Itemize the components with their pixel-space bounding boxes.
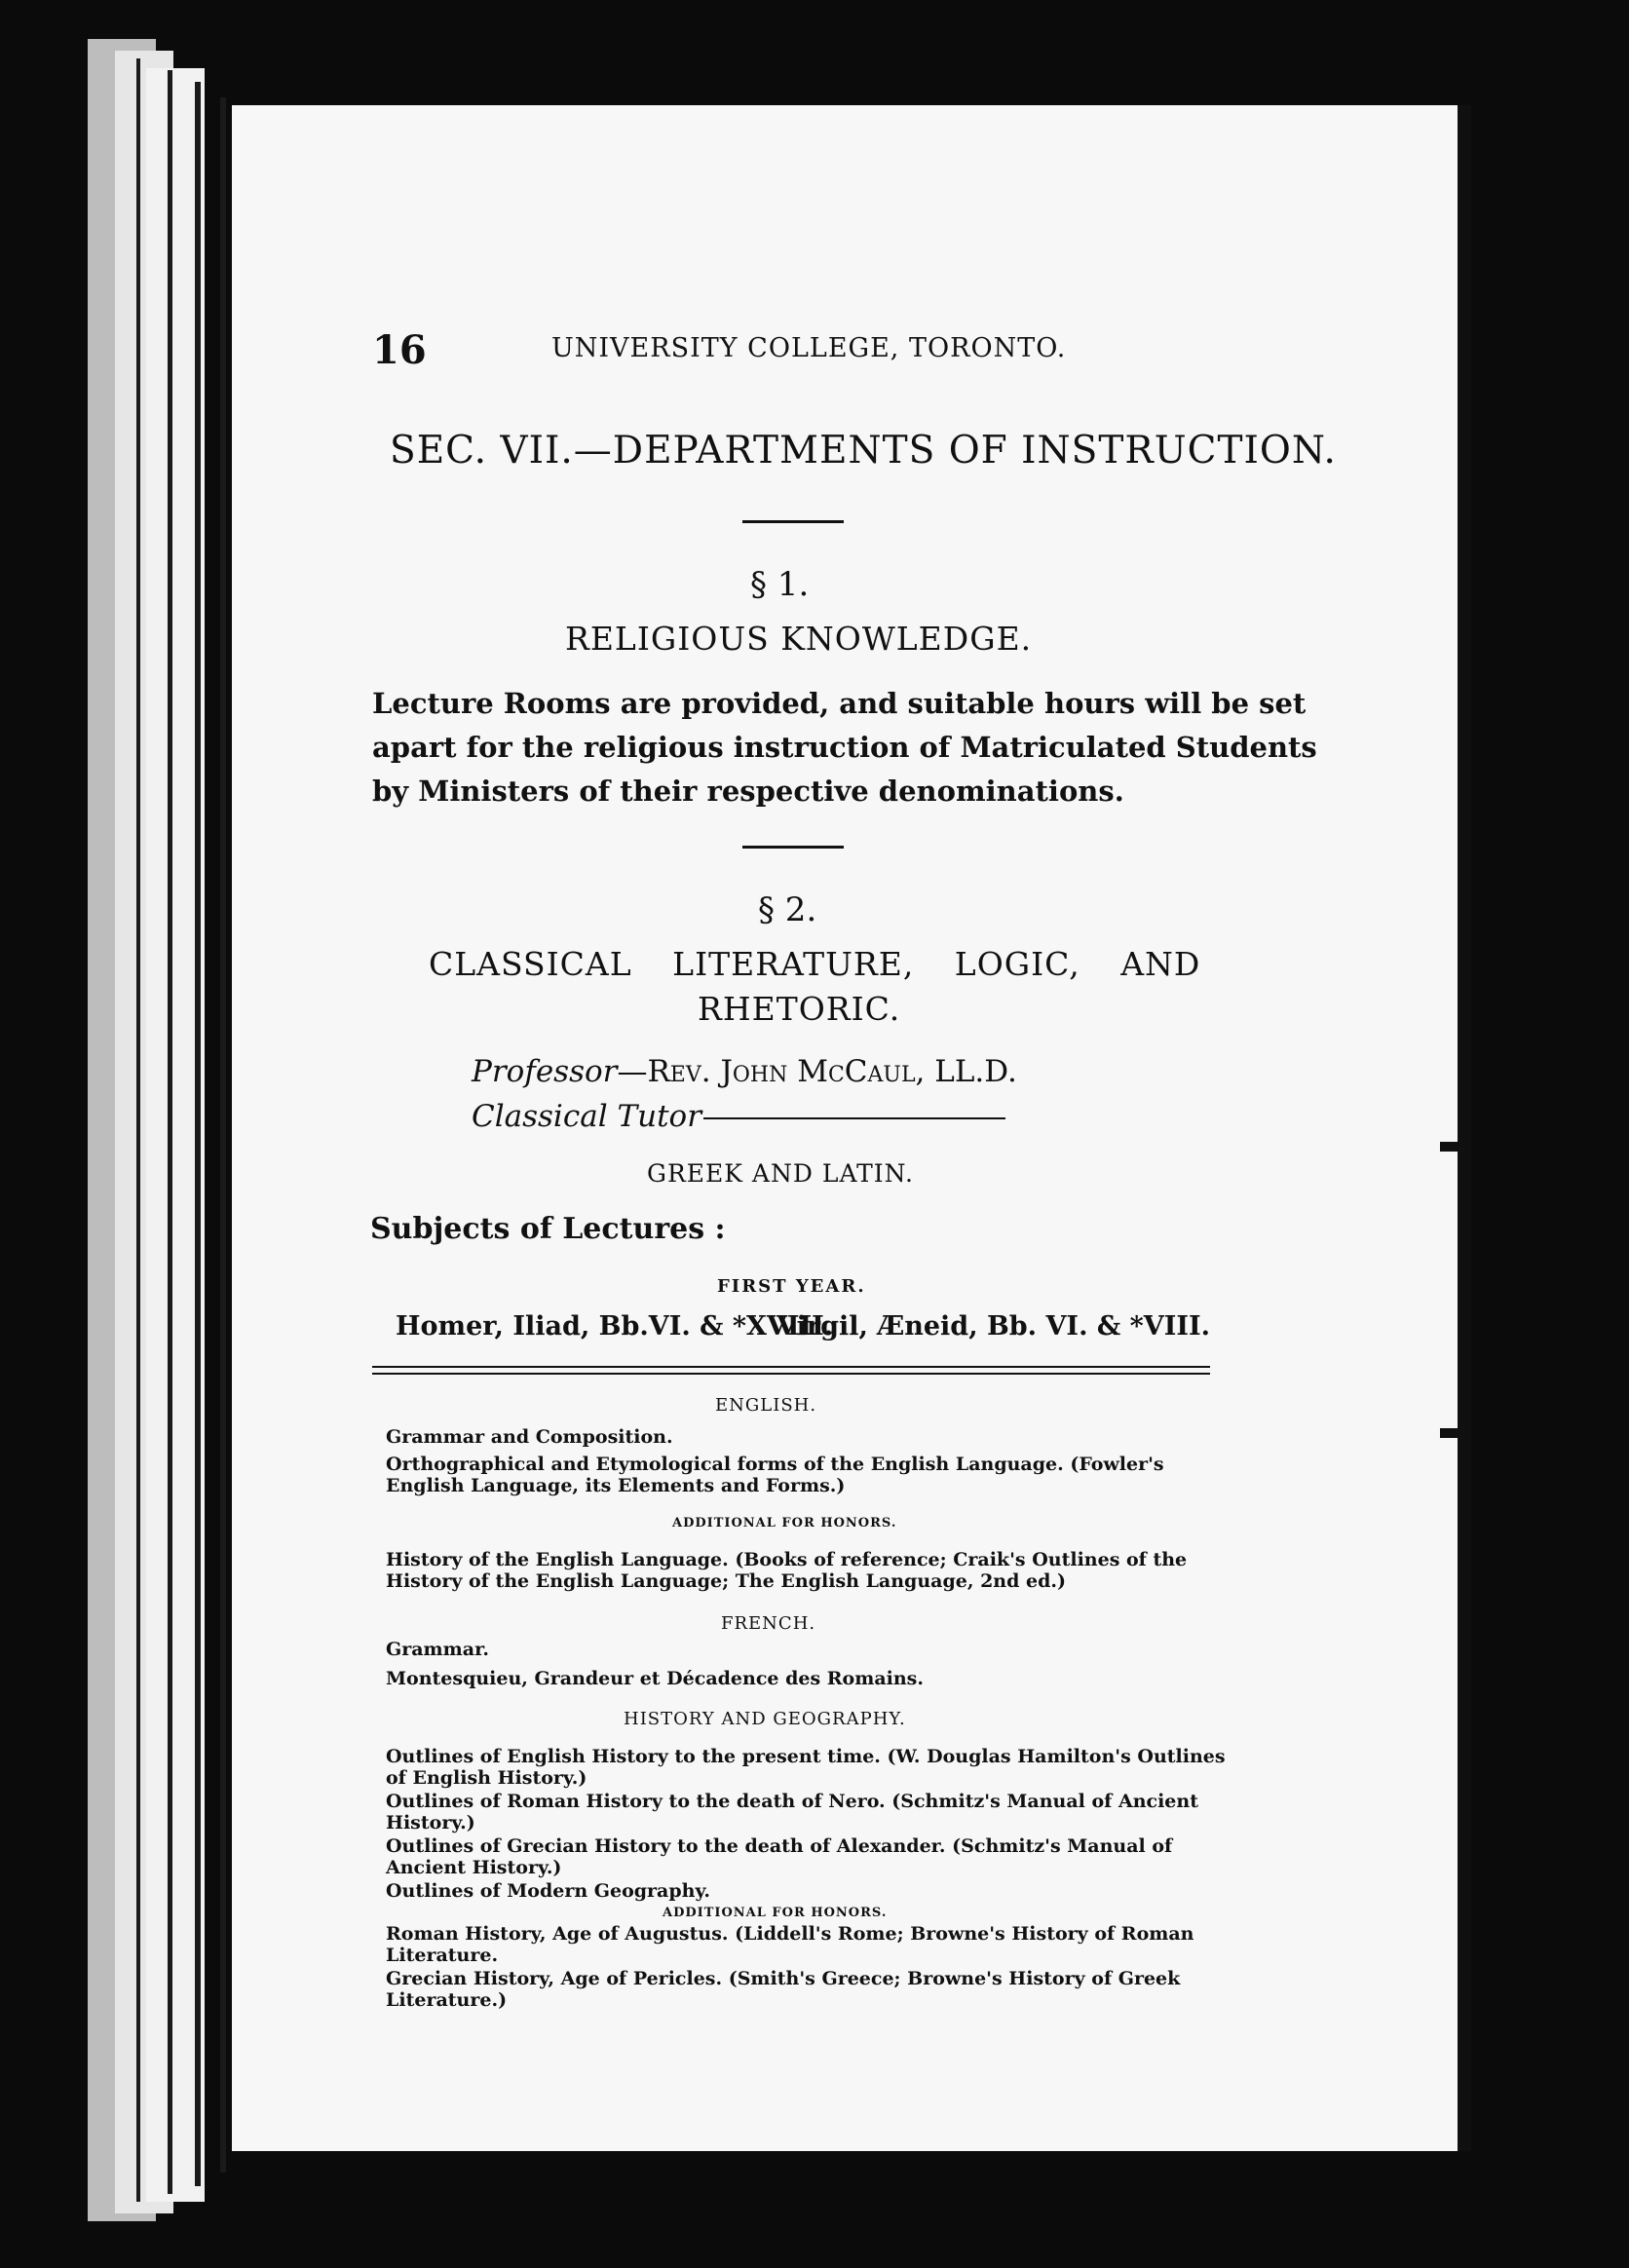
history-honors xyxy=(386,1968,1210,2011)
paragraph-line: apart for the religious instruction of Matriculated Students xyxy=(372,731,1317,764)
item-line: Grammar and Composition. xyxy=(386,1426,673,1448)
section-mark: § 2. xyxy=(758,890,817,929)
item-line: Outlines of English History to the present time. (W. Douglas Hamilton's Outlines xyxy=(386,1746,1226,1767)
english-item xyxy=(386,1454,1210,1496)
item-line: Outlines of Grecian History to the death of Alexander. (Schmitz's Manual of xyxy=(386,1835,1173,1857)
item-line: Roman History, Age of Augustus. (Liddell's Rome; Browne's History of Roman xyxy=(386,1923,1194,1945)
english-item xyxy=(386,1426,1210,1448)
french-item xyxy=(386,1639,1210,1660)
section-title: SEC. VII.—DEPARTMENTS OF INSTRUCTION. xyxy=(390,429,1337,472)
religious-paragraph xyxy=(372,682,1317,813)
first-year-texts xyxy=(396,1311,1210,1342)
binding-thread xyxy=(1440,1428,1469,1438)
running-head: UNIVERSITY COLLEGE, TORONTO. xyxy=(551,333,1067,363)
history-heading: HISTORY AND GEOGRAPHY. xyxy=(624,1709,906,1729)
page-edge-shadow xyxy=(168,70,172,2194)
subjects-label: Subjects of Lectures : xyxy=(370,1212,726,1246)
item-line: Outlines of Modern Geography. xyxy=(386,1880,710,1902)
year-label: FIRST YEAR. xyxy=(717,1276,866,1297)
history-item xyxy=(386,1835,1210,1878)
honors-label: ADDITIONAL FOR HONORS. xyxy=(663,1906,888,1920)
section-mark: § 1. xyxy=(750,565,810,604)
page-edge-shadow xyxy=(195,82,201,2186)
professor-label: Professor xyxy=(472,1054,618,1089)
item-line: History of the English Language; The English Language, 2nd ed.) xyxy=(386,1570,1066,1592)
english-heading: ENGLISH. xyxy=(715,1395,817,1416)
paragraph-line: Lecture Rooms are provided, and suitable hours will be set xyxy=(372,687,1307,720)
history-honors xyxy=(386,1923,1210,1966)
latin-text: Virgil, Æneid, Bb. VI. & *VIII. xyxy=(777,1311,1210,1342)
divider-rule xyxy=(742,846,844,849)
binding-edge xyxy=(1458,105,1471,2151)
item-line: Orthographical and Etymological forms of the English Language. (Fowler's xyxy=(386,1454,1164,1475)
section-heading: CLASSICAL LITERATURE, LOGIC, AND xyxy=(429,945,1201,983)
section-heading-continued: RHETORIC. xyxy=(698,990,901,1028)
paragraph-line: by Ministers of their respective denominations. xyxy=(372,775,1124,808)
item-line: of English History.) xyxy=(386,1767,587,1789)
section-heading: RELIGIOUS KNOWLEDGE. xyxy=(565,620,1033,658)
item-line: English Language, its Elements and Forms.) xyxy=(386,1475,846,1496)
french-item xyxy=(386,1668,1210,1689)
tutor-label: Classical Tutor xyxy=(472,1099,702,1134)
binding-thread xyxy=(1440,1142,1469,1152)
page-number: 16 xyxy=(372,327,427,373)
history-item xyxy=(386,1880,1210,1902)
subheading: GREEK AND LATIN. xyxy=(647,1159,914,1188)
history-item xyxy=(386,1791,1210,1833)
greek-text: Homer, Iliad, Bb.VI. & *XVIII. xyxy=(396,1311,834,1342)
history-item xyxy=(386,1746,1226,1789)
honors-label: ADDITIONAL FOR HONORS. xyxy=(672,1516,897,1531)
double-rule xyxy=(372,1366,1210,1375)
divider-rule xyxy=(742,520,844,523)
item-line: Montesquieu, Grandeur et Décadence des Romains. xyxy=(386,1668,924,1689)
item-line: History.) xyxy=(386,1812,475,1833)
english-honors xyxy=(386,1549,1210,1592)
professor-line xyxy=(472,1054,1017,1089)
item-line: Grammar. xyxy=(386,1639,489,1660)
item-line: Literature. xyxy=(386,1945,499,1966)
page-edge-shadow xyxy=(136,58,140,2202)
item-line: Literature.) xyxy=(386,1989,508,2011)
professor-name: —Rev. John McCaul, LL.D. xyxy=(617,1054,1017,1089)
blank-rule xyxy=(703,1117,1005,1119)
item-line: Outlines of Roman History to the death of Nero. (Schmitz's Manual of Ancient xyxy=(386,1791,1198,1812)
item-line: Grecian History, Age of Pericles. (Smith's Greece; Browne's History of Greek xyxy=(386,1968,1181,1989)
tutor-line xyxy=(472,1099,1005,1134)
french-heading: FRENCH. xyxy=(721,1613,816,1634)
item-line: History of the English Language. (Books of reference; Craik's Outlines of the xyxy=(386,1549,1188,1570)
item-line: Ancient History.) xyxy=(386,1857,562,1878)
page-edge-shadow xyxy=(220,97,226,2173)
